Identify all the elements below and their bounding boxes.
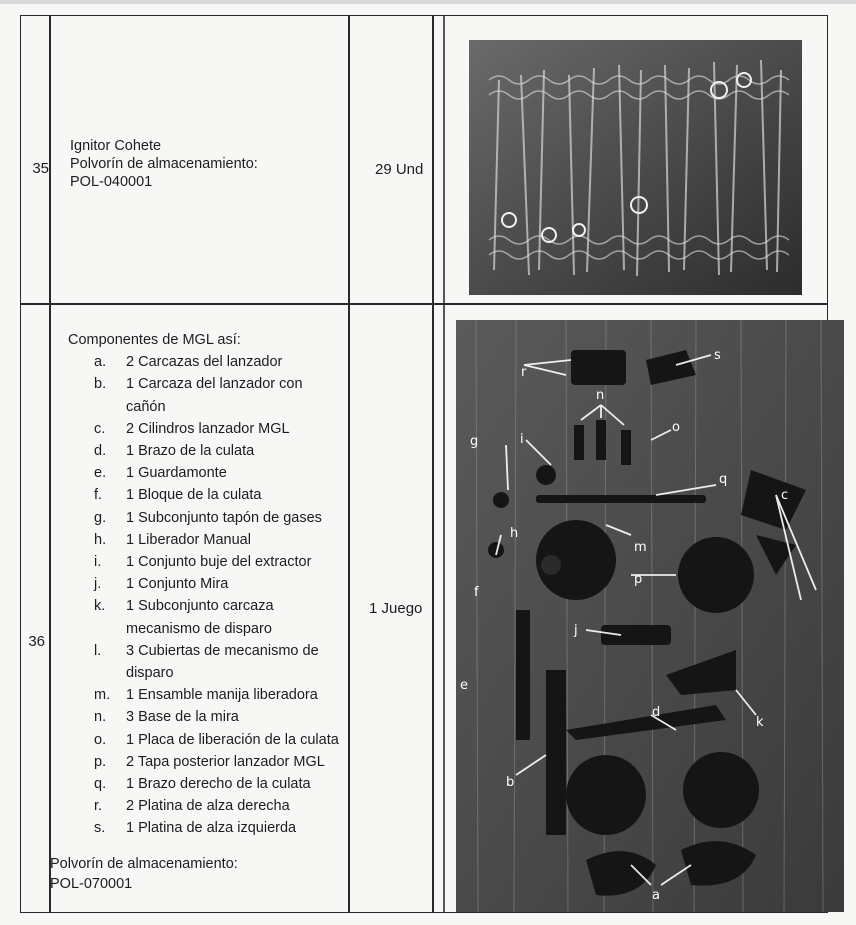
photo-of-rocket-igniters-icon [469, 40, 802, 295]
item-text: 1 Brazo de la culata [126, 443, 255, 460]
row-36-footer [50, 854, 358, 894]
row-36-quantity: 1 Juego [369, 600, 423, 617]
list-item [68, 373, 358, 417]
photo-label: q [719, 472, 728, 487]
item-text: 1 Subconjunto carcaza mecanismo de disparo [126, 598, 274, 637]
item-text: 2 Platina de alza derecha [126, 798, 290, 815]
item-text: 1 Liberador Manual [126, 531, 251, 548]
list-item [68, 684, 358, 706]
row-36-number: 36 [28, 633, 45, 650]
list-item [68, 462, 358, 484]
list-item [68, 351, 358, 373]
row-35-desc-line-2: Polvorín de almacenamiento: [70, 156, 258, 172]
list-item [68, 640, 358, 684]
item-letter: q. [94, 776, 107, 793]
photo-label: o [672, 420, 680, 435]
row-36-footer-line-1: Polvorín de almacenamiento: [50, 855, 238, 872]
item-letter: a. [94, 354, 107, 371]
col-divider-4 [443, 16, 445, 912]
item-letter: e. [94, 465, 107, 482]
item-letter: m. [94, 687, 111, 704]
photo-label: s [714, 348, 721, 363]
photo-label: c [781, 488, 789, 503]
col-divider-3 [432, 16, 434, 912]
item-text: 1 Bloque de la culata [126, 487, 262, 504]
item-letter: g. [94, 509, 107, 526]
row-divider [21, 303, 827, 305]
item-text: 1 Ensamble manija liberadora [126, 687, 318, 704]
row-36-footer-line-2: POL-070001 [50, 875, 133, 892]
item-text: 2 Carcazas del lanzador [126, 354, 283, 371]
item-text: 1 Platina de alza izquierda [126, 820, 297, 837]
row-35-number: 35 [32, 160, 49, 177]
item-text: 1 Placa de liberación de la culata [126, 731, 339, 748]
photo-label: i [520, 432, 524, 447]
photo-label: r [521, 365, 527, 380]
item-letter: n. [94, 709, 107, 726]
photo-label: m [634, 540, 647, 555]
photo-label: d [652, 705, 661, 720]
item-text: 1 Subconjunto tapón de gases [126, 509, 322, 526]
list-item [68, 507, 358, 529]
item-letter: r. [94, 798, 103, 815]
item-letter: h. [94, 531, 107, 548]
row-35-description [70, 137, 340, 191]
list-item [68, 440, 358, 462]
photo-label: e [460, 678, 468, 693]
item-letter: d. [94, 443, 107, 460]
list-item [68, 573, 358, 595]
list-item [68, 706, 358, 728]
item-letter: o. [94, 731, 107, 748]
item-letter: s. [94, 820, 106, 837]
item-text: 3 Cubiertas de mecanismo de disparo [126, 642, 319, 682]
row-35-quantity: 29 Und [375, 161, 424, 178]
item-letter: j. [94, 576, 102, 593]
row-36-description [50, 329, 358, 894]
col-divider-1 [49, 16, 51, 912]
row-35-desc-line-1: Ignitor Cohete [70, 138, 162, 154]
list-item [68, 817, 358, 839]
list-item [68, 551, 358, 573]
item-letter: k. [94, 598, 106, 615]
list-item [68, 773, 358, 795]
photo-label: f [474, 585, 479, 600]
item-letter: l. [94, 642, 102, 659]
item-text: 1 Conjunto buje del extractor [126, 554, 312, 571]
photo-label: n [596, 388, 605, 403]
photo-label: g [470, 434, 479, 449]
item-letter: b. [94, 376, 107, 393]
photo-label: j [574, 623, 578, 638]
inventory-table [20, 15, 828, 913]
item-text: 2 Cilindros lanzador MGL [126, 420, 290, 437]
photo-label: k [756, 715, 764, 730]
item-letter: i. [94, 554, 102, 571]
list-item [68, 484, 358, 506]
row-35-desc-line-3: POL-040001 [70, 174, 153, 190]
item-letter: f. [94, 487, 103, 504]
item-text: 3 Base de la mira [126, 709, 239, 726]
item-text: 1 Guardamonte [126, 465, 227, 482]
photo-of-mgl-components-icon [456, 320, 844, 912]
item-letter: p. [94, 753, 107, 770]
list-item [68, 751, 358, 773]
list-item [68, 529, 358, 551]
photo-label: b [506, 775, 515, 790]
item-letter: c. [94, 420, 106, 437]
item-text: 2 Tapa posterior lanzador MGL [126, 753, 325, 770]
item-text: 1 Carcaza del lanzador con cañón [126, 376, 303, 415]
page-top-edge [0, 0, 856, 4]
photo-label: h [510, 526, 519, 541]
photo-label: a [652, 888, 660, 903]
list-item [68, 418, 358, 440]
row-36-heading: Componentes de MGL así: [68, 332, 241, 348]
list-item [68, 595, 358, 639]
component-list [68, 351, 358, 839]
item-text: 1 Brazo derecho de la culata [126, 776, 311, 793]
list-item [68, 729, 358, 751]
list-item [68, 795, 358, 817]
item-text: 1 Conjunto Mira [126, 576, 229, 593]
photo-label: p [634, 572, 643, 587]
